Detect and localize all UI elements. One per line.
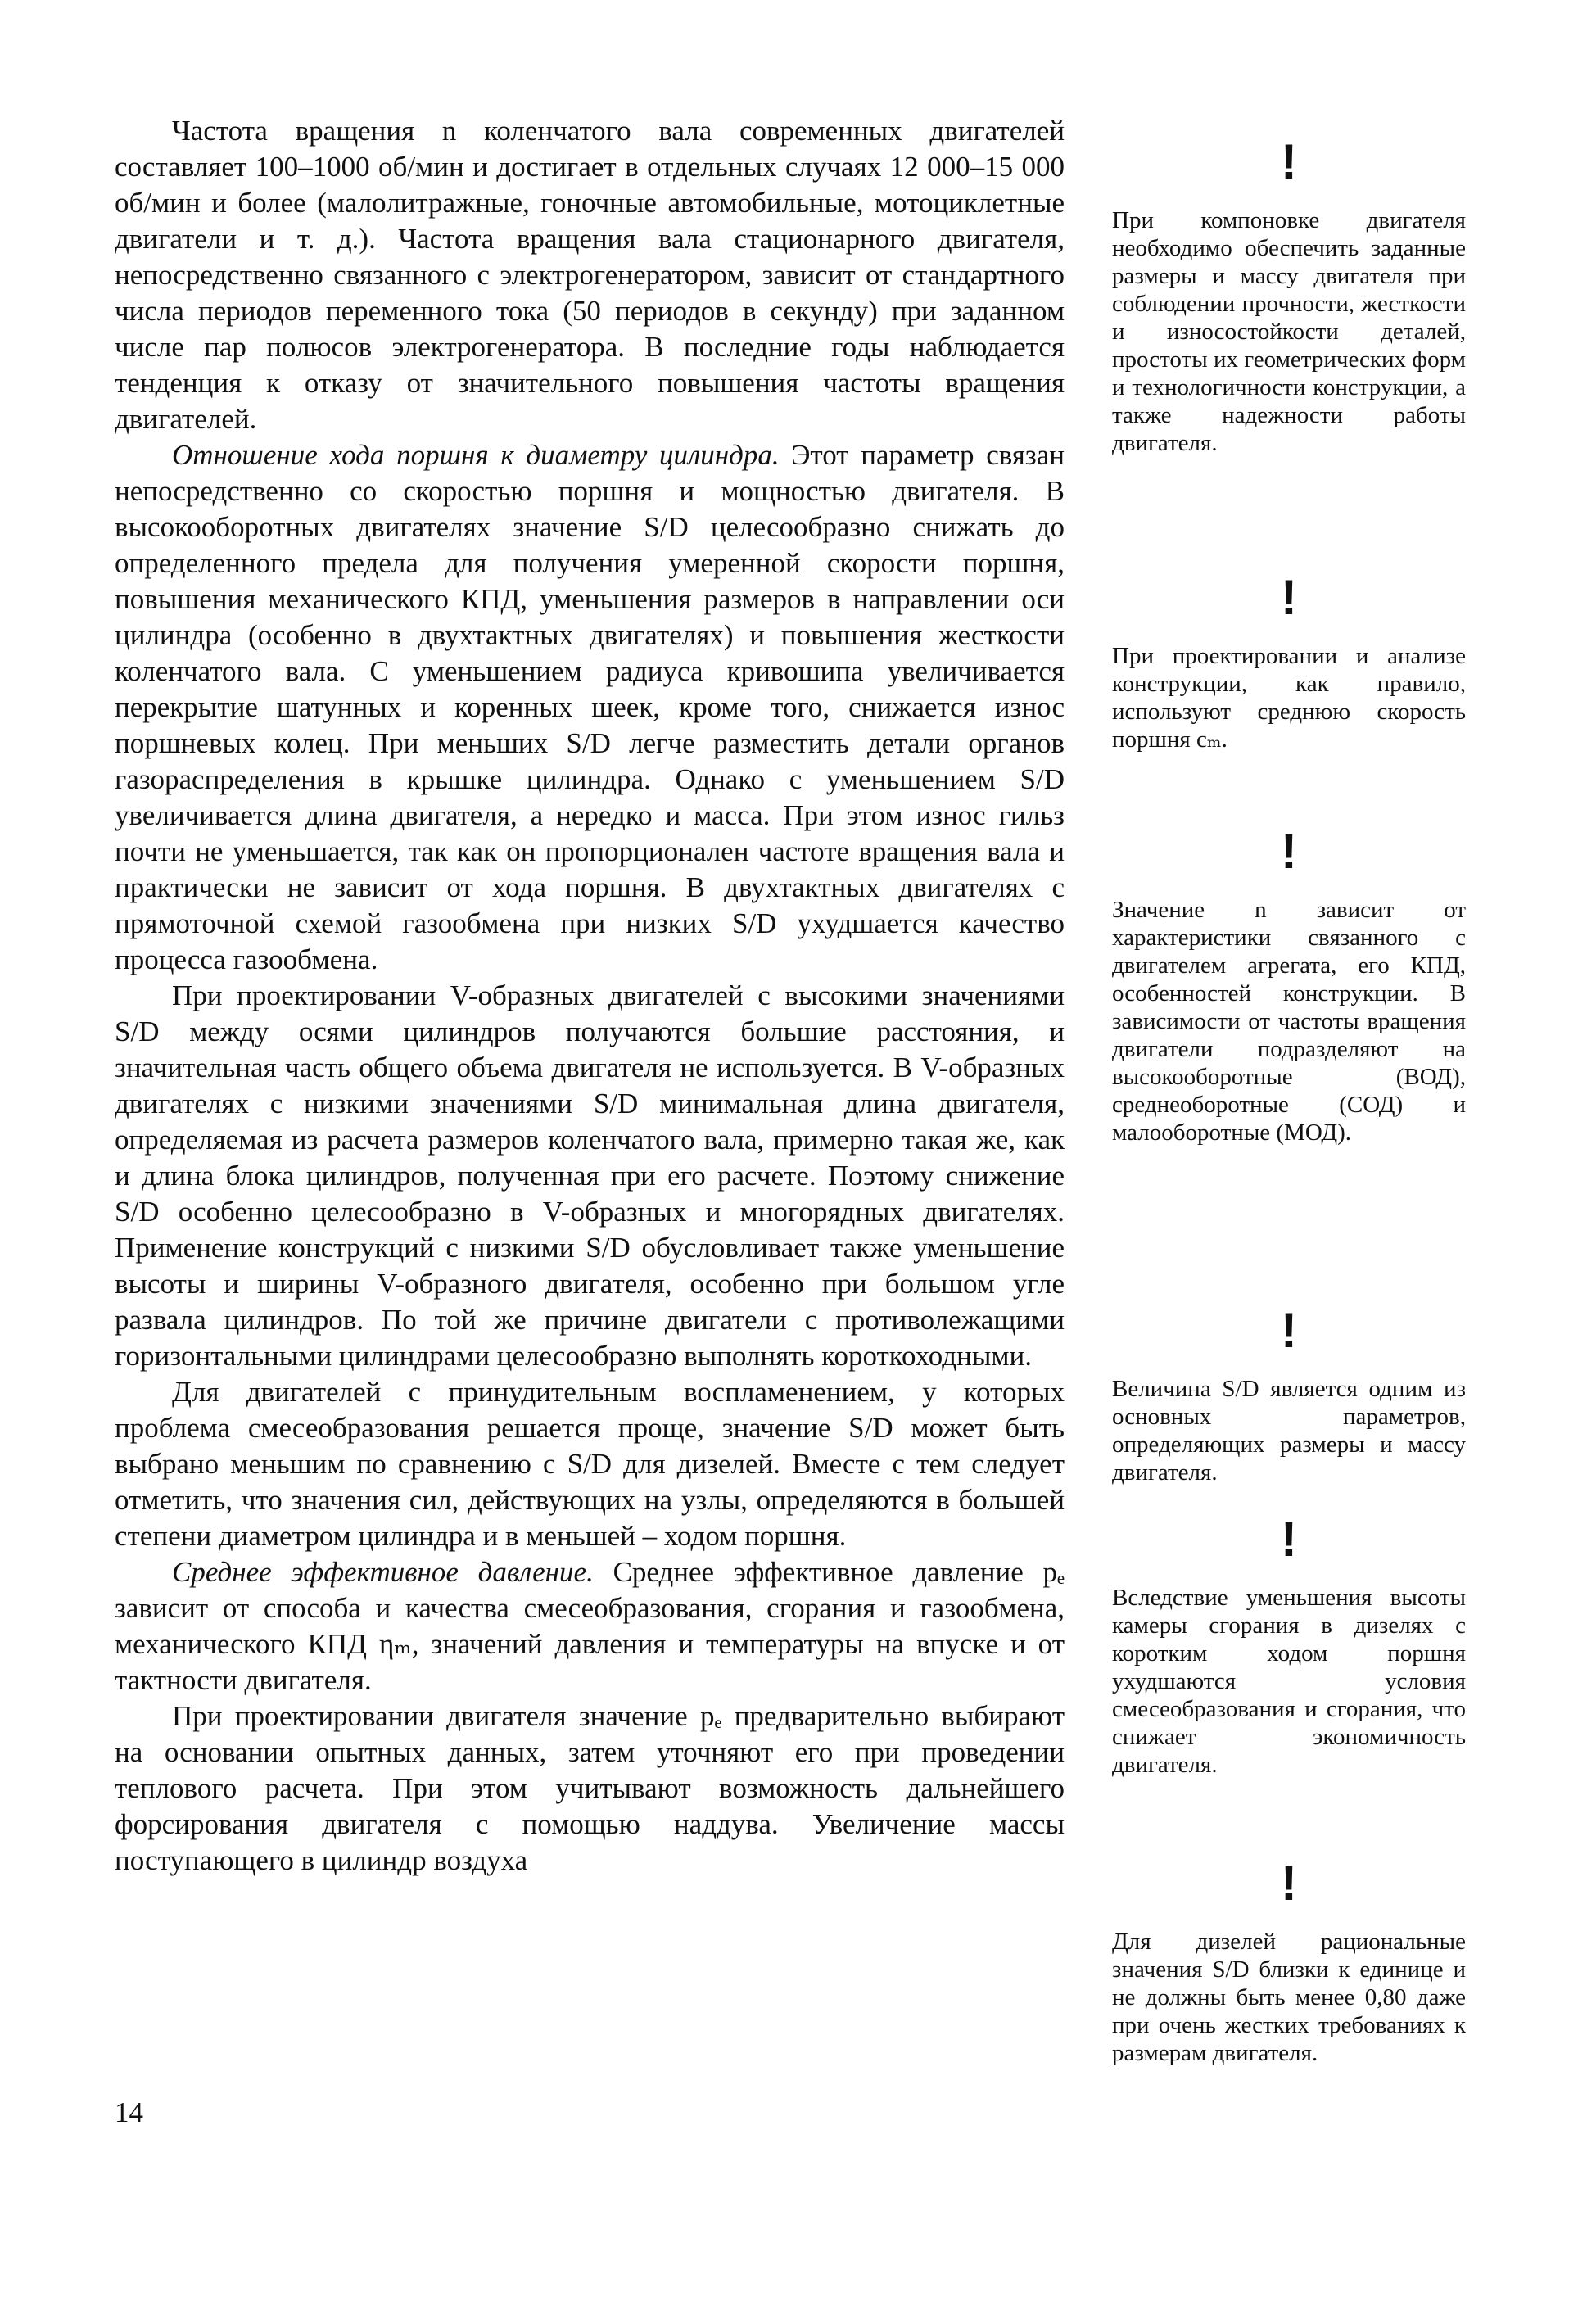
- page-number: 14: [115, 2096, 143, 2128]
- margin-note-layout: [1112, 134, 1466, 457]
- main-text-column: [115, 113, 1065, 1879]
- margin-note-text: Для дизелей рациональные значения S/D близки к единице и не должны быть менее 0,80 даже при очень жестких требованиях к размерам двигателя.: [1112, 1929, 1466, 2066]
- exclamation-icon: !: [1281, 1856, 1297, 1911]
- paragraph-body: Среднее эффективное давление pₑ зависит от способа и качества смесеобразования, сгорания и газообмена, механического КПД ηₘ, значений давления и температуры на впуске и от тактности двигателя.: [115, 1556, 1065, 1696]
- section-lead-mean-pressure: Среднее эффективное давление.: [172, 1556, 594, 1588]
- margin-note-text: Вследствие уменьшения высоты камеры сгорания в дизелях с коротким ходом поршня ухудшаются условия смесеобразования и сгорания, что снижает экономичность двигателя.: [1112, 1585, 1466, 1778]
- margin-note-rotation-classes: [1112, 824, 1466, 1146]
- margin-note-diesel-sd: [1112, 1856, 1466, 2067]
- margin-note-text: Величина S/D является одним из основных параметров, определяющих размеры и массу двигателя.: [1112, 1376, 1466, 1486]
- paragraph-rotation-frequency: Частота вращения n коленчатого вала современных двигателей составляет 100–1000 об/мин и достигает в отдельных случаях 12 000–15 000 об/мин и более (малолитражные, гоночные автомобильные, мотоциклетные двигатели и т. д.). Частота вращения вала стационарного двигателя, непосредственно связанного с электрогенератором, зависит от стандартного числа периодов переменного тока (50 периодов в секунду) при заданном числе пар полюсов электрогенератора. В последние годы наблюдается тенденция к отказу от значительного повышения частоты вращения двигателей.: [115, 115, 1065, 435]
- exclamation-icon: !: [1281, 134, 1297, 189]
- paragraph-pe-selection: При проектировании двигателя значение pₑ предварительно выбирают на основании опытных данных, затем уточняют его при проведении теплового расчета. При этом учитывают возможность дальнейшего форсирования двигателя с помощью наддува. Увеличение массы поступающего в цилиндр воздуха: [115, 1700, 1065, 1876]
- section-lead-stroke-bore: Отношение хода поршня к диаметру цилиндра.: [172, 439, 780, 471]
- margin-note-text: При компоновке двигателя необходимо обеспечить заданные размеры и массу двигателя при соблюдении прочности, жесткости и износостойкости деталей, простоты их геометрических форм и технологичности конструкции, а также надежности работы двигателя.: [1112, 207, 1466, 456]
- margin-note-piston-speed: [1112, 570, 1466, 753]
- exclamation-icon: !: [1281, 824, 1297, 879]
- margin-note-text: При проектировании и анализе конструкции, как правило, используют среднюю скорость поршня cₘ.: [1112, 643, 1466, 753]
- margin-note-sd-parameter: [1112, 1303, 1466, 1486]
- exclamation-icon: !: [1281, 1512, 1297, 1567]
- paragraph-mean-effective-pressure: [115, 1554, 1065, 1698]
- margin-note-combustion-chamber: [1112, 1512, 1466, 1779]
- paragraph-body: Этот параметр связан непосредственно со скоростью поршня и мощностью двигателя. В высокооборотных двигателях значение S/D целесообразно снижать до определенного предела для получения умеренной скорости поршня, повышения механического КПД, уменьшения размеров в направлении оси цилиндра (особенно в двухтактных двигателях) и повышения жесткости коленчатого вала. С уменьшением радиуса кривошипа увеличивается перекрытие шатунных и коренных шеек, кроме того, снижается износ поршневых колец. При меньших S/D легче разместить детали органов газораспределения в крышке цилиндра. Однако с уменьшением S/D увеличивается длина двигателя, а нередко и масса. При этом износ гильз почти не уменьшается, так как он пропорционален частоте вращения вала и практически не зависит от хода поршня. В двухтактных двигателях с прямоточной схемой газообмена при низких S/D ухудшается качество процесса газообмена.: [115, 439, 1065, 975]
- paragraph-stroke-bore-ratio: [115, 437, 1065, 978]
- paragraph-spark-ignition: Для двигателей с принудительным воспламенением, у которых проблема смесеобразования решается проще, значение S/D может быть выбрано меньшим по сравнению с S/D для дизелей. Вместе с тем следует отметить, что значения сил, действующих на узлы, определяются в большей степени диаметром цилиндра и в меньшей – ходом поршня.: [115, 1376, 1065, 1552]
- paragraph-v-engines: При проектировании V-образных двигателей с высокими значениями S/D между осями цилиндров получаются большие расстояния, и значительная часть общего объема двигателя не используется. В V-образных двигателях с низкими значениями S/D минимальная длина двигателя, определяемая из расчета размеров коленчатого вала, примерно такая же, как и длина блока цилиндров, полученная при его расчете. Поэтому снижение S/D особенно целесообразно в V-образных и многорядных двигателях. Применение конструкций с низкими S/D обусловливает также уменьшение высоты и ширины V-образного двигателя, особенно при большом угле развала цилиндров. По той же причине двигатели с противолежащими горизонтальными цилиндрами целесообразно выполнять короткоходными.: [115, 979, 1065, 1372]
- exclamation-icon: !: [1281, 570, 1297, 625]
- exclamation-icon: !: [1281, 1303, 1297, 1358]
- margin-note-text: Значение n зависит от характеристики связанного с двигателем агрегата, его КПД, особенностей конструкции. В зависимости от частоты вращения двигатели подразделяют на высокооборотные (ВОД), среднеоборотные (СОД) и малооборотные (МОД).: [1112, 897, 1466, 1146]
